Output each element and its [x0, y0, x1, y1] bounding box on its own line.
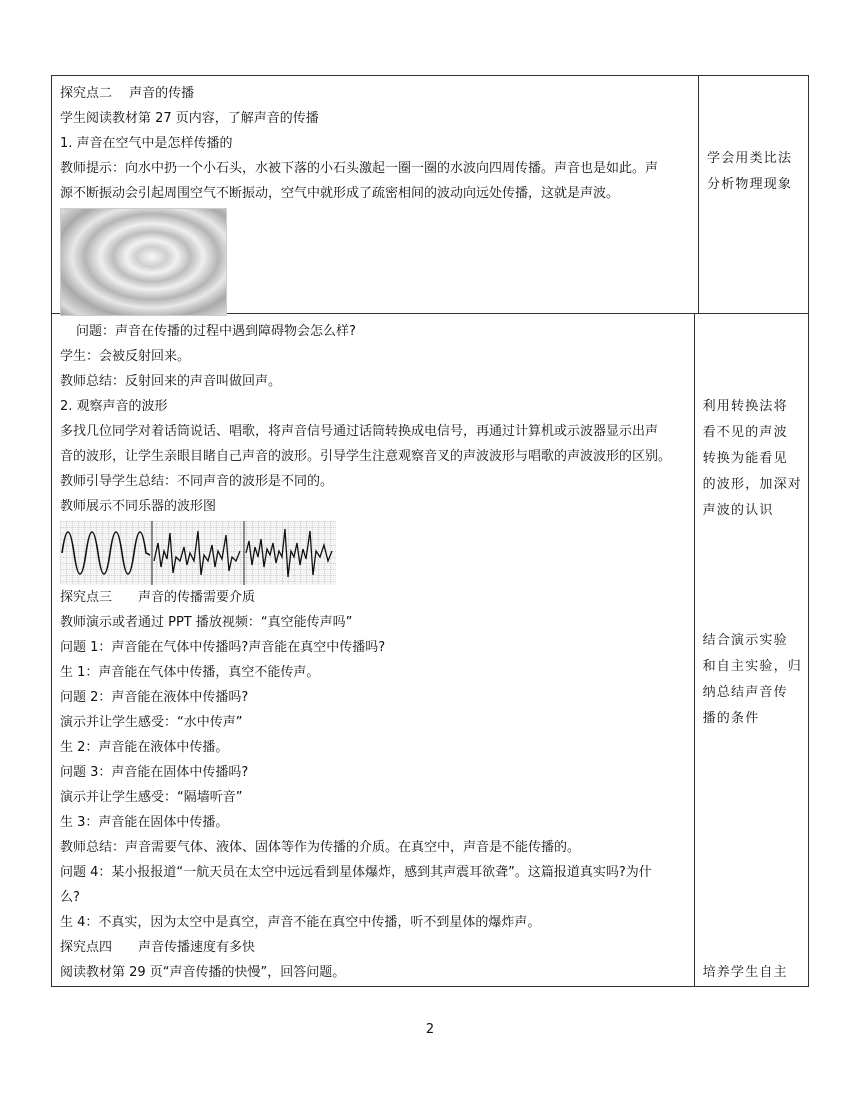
text-line: 问题 2：声音能在液体中传播吗?	[60, 690, 249, 705]
note-line: 学会用类比法	[707, 151, 793, 166]
notes-cell	[699, 76, 808, 313]
text-line: 教师展示不同乐器的波形图	[60, 499, 217, 514]
page-number: 2	[425, 1022, 435, 1037]
waveform-image	[60, 521, 336, 585]
text-line: 教师引导学生总结：不同声音的波形是不同的。	[60, 474, 334, 489]
note-line: 看不见的声波	[702, 425, 788, 440]
text-line: 教师演示或者通过 PPT 播放视频：“真空能传声吗”	[60, 615, 353, 630]
text-line: 问题 1：声音能在气体中传播吗?声音能在真空中传播吗?	[60, 640, 386, 655]
text-line: 多找几位同学对着话筒说话、唱歌，将声音信号通过话筒转换成电信号，再通过计算机或示波器显示出声	[60, 424, 659, 439]
text-line: 阅读教材第 29 页“声音传播的快慢”，回答问题。	[60, 965, 346, 980]
text-line: 学生阅读教材第 27 页内容，了解声音的传播	[60, 111, 319, 126]
note-line: 培养学生自主	[702, 965, 788, 980]
section-heading: 探究点四 声音传播速度有多快	[60, 940, 256, 955]
water-ripple-image	[60, 208, 227, 316]
note-line: 分析物理现象	[707, 177, 793, 192]
section-heading: 探究点二 声音的传播	[60, 86, 195, 101]
text-line: 音的波形，让学生亲眼目睹自己声音的波形。引导学生注意观察音叉的声波波形与唱歌的声波波形的区别。	[60, 449, 672, 464]
subheading: 2. 观察声音的波形	[60, 399, 168, 414]
text-line: 教师总结：反射回来的声音叫做回声。	[60, 374, 282, 389]
text-line: 生 2：声音能在液体中传播。	[60, 740, 229, 755]
note-line: 声波的认识	[702, 503, 774, 518]
note-line: 利用转换法将	[702, 399, 788, 414]
section-heading: 探究点三 声音的传播需要介质	[60, 590, 256, 605]
text-line: 教师总结：声音需要气体、液体、固体等作为传播的介质。在真空中，声音是不能传播的。	[60, 840, 581, 855]
text-line: 问题 3：声音能在固体中传播吗?	[60, 765, 249, 780]
text-line: 问题 4：某小报报道“一航天员在太空中远远看到星体爆炸，感到其声震耳欲聋”。这篇报道真实吗?为什	[60, 865, 652, 880]
note-line: 纳总结声音传	[702, 685, 788, 700]
note-line: 转换为能看见	[702, 451, 788, 466]
note-line: 的波形，加深对	[702, 477, 802, 492]
text-line: 生 1：声音能在气体中传播，真空不能传声。	[60, 665, 320, 680]
table-row	[52, 76, 808, 314]
table-row	[52, 314, 808, 986]
text-line: 问题：声音在传播的过程中遇到障碍物会怎么样?	[76, 324, 356, 339]
text-line: 教师提示：向水中扔一个小石头，水被下落的小石头激起一圈一圈的水波向四周传播。声音也是如此。声	[60, 161, 659, 176]
notes-cell	[695, 314, 808, 986]
text-line: 么?	[60, 890, 80, 905]
lesson-table	[51, 75, 809, 987]
subheading: 1. 声音在空气中是怎样传播的	[60, 136, 233, 151]
note-line: 和自主实验，归	[702, 659, 802, 674]
text-line: 演示并让学生感受：“隔墙听音”	[60, 790, 243, 805]
note-line: 播的条件	[702, 711, 760, 726]
text-line: 演示并让学生感受：“水中传声”	[60, 715, 243, 730]
note-line: 结合演示实验	[702, 633, 788, 648]
text-line: 生 4：不真实，因为太空中是真空，声音不能在真空中传播，听不到星体的爆炸声。	[60, 915, 541, 930]
text-line: 生 3：声音能在固体中传播。	[60, 815, 229, 830]
text-line: 学生：会被反射回来。	[60, 349, 191, 364]
content-cell	[52, 76, 699, 313]
text-line: 源不断振动会引起周围空气不断振动，空气中就形成了疏密相间的波动向远处传播，这就是声波。	[60, 186, 620, 201]
content-cell	[52, 314, 695, 986]
